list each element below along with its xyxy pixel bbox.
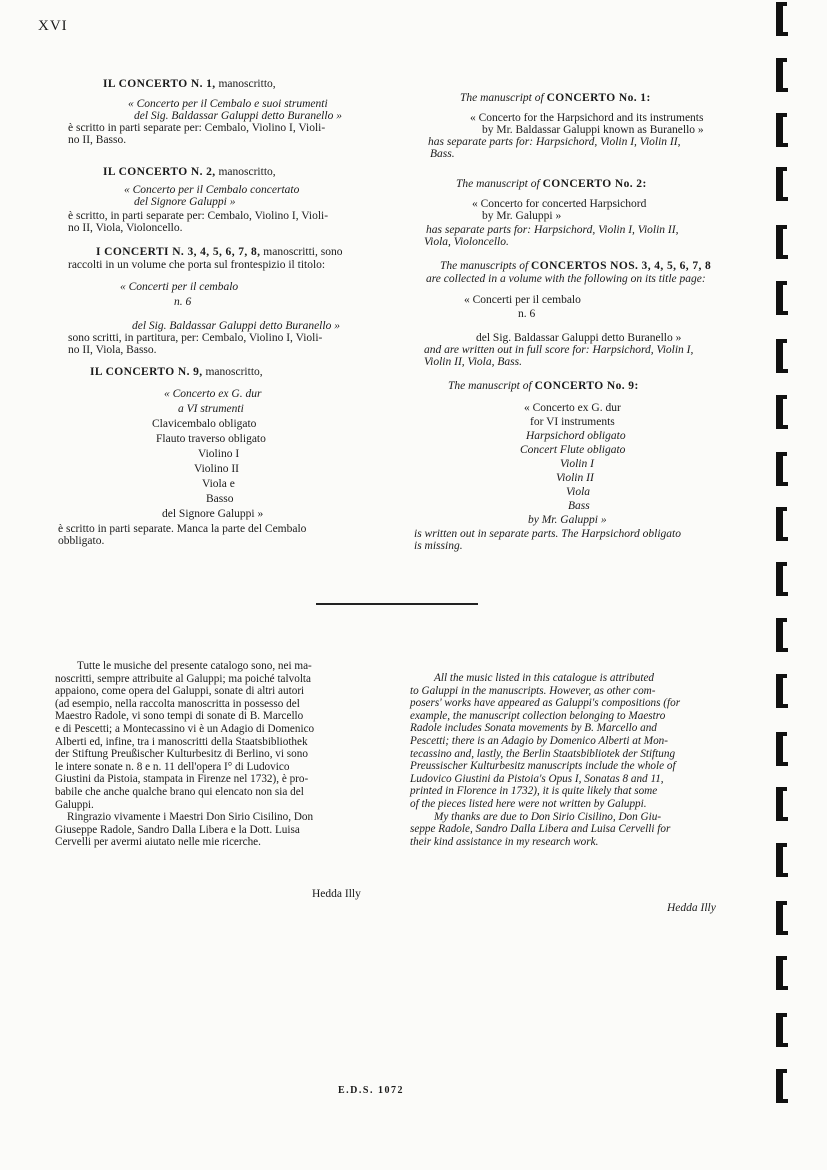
concerto-9-instr-it-2: Flauto traverso obligato bbox=[156, 433, 266, 445]
note-it-line: Alberti ed, infine, tra i manoscritti della Staatsbibliothek bbox=[55, 735, 308, 748]
concertos-3-8-title-it-2: n. 6 bbox=[174, 296, 192, 308]
edge-mark bbox=[776, 395, 783, 429]
edge-mark bbox=[776, 843, 783, 877]
note-en-line: seppe Radole, Sandro Dalla Libera and Luisa Cervelli for bbox=[410, 823, 671, 836]
edge-mark bbox=[776, 58, 783, 92]
note-it-line: le intere sonate n. 8 e n. 11 dell'opera I° di Ludovico bbox=[55, 760, 290, 773]
edge-mark bbox=[776, 787, 783, 821]
concertos-3-8-text-en: are collected in a volume with the following on its title page: bbox=[426, 273, 706, 285]
italian-column bbox=[58, 78, 408, 548]
concerto-9-instr-en-6: Bass bbox=[568, 500, 590, 512]
note-en-line: posers' works have appeared as Galuppi's compositions (for bbox=[410, 697, 681, 710]
note-it-line: Giuseppe Radole, Sandro Dalla Libera e la Dott. Luisa bbox=[55, 823, 300, 836]
edge-mark bbox=[776, 167, 783, 201]
concertos-3-8-text-en-3: Violin II, Viola, Bass. bbox=[424, 356, 522, 368]
concertos-3-8-title-en-2: n. 6 bbox=[518, 308, 536, 320]
concerto-9-title-it: « Concerto ex G. dur bbox=[164, 388, 262, 400]
edge-mark bbox=[776, 901, 783, 935]
concertos-3-8-text-it: raccolti in un volume che porta sul frontespizio il titolo: bbox=[68, 259, 326, 271]
concerto-2-heading-en: The manuscript of CONCERTO No. 2: bbox=[456, 178, 647, 190]
concerto-9-instr-it-7: del Signore Galuppi » bbox=[162, 508, 264, 520]
page-number: XVI bbox=[38, 18, 68, 34]
edge-mark bbox=[776, 732, 783, 766]
concerto-1-title-en: « Concerto for the Harpsichord and its instruments bbox=[470, 112, 704, 124]
concerto-9-heading-it: IL CONCERTO N. 9, manoscritto, bbox=[90, 366, 263, 378]
concerto-9-instr-en-4: Violin II bbox=[556, 472, 594, 484]
concerto-9-instr-en-5: Viola bbox=[566, 486, 591, 498]
note-en-line: All the music listed in this catalogue is attributed bbox=[434, 672, 655, 684]
concerto-9-instr-en-7: by Mr. Galuppi » bbox=[528, 514, 607, 526]
note-en-line: to Galuppi in the manuscripts. However, as other com- bbox=[410, 684, 656, 697]
edge-mark bbox=[776, 2, 783, 36]
note-en-line: Radole includes Sonata movements by B. Marcello and bbox=[410, 722, 657, 735]
concertos-3-8-text-it-3: no II, Viola, Basso. bbox=[68, 344, 157, 356]
note-en-line: Ludovico Giustini da Pistoia's Opus I, Sonatas 8 and 11, bbox=[410, 772, 664, 785]
note-en-line: printed in Florence in 1732), it is quite likely that some bbox=[410, 785, 658, 798]
concerto-1-heading-it: IL CONCERTO N. 1, manoscritto, bbox=[103, 78, 276, 90]
edge-mark bbox=[776, 507, 783, 541]
note-it-line: Cervelli per avermi aiutato nelle mie ricerche. bbox=[55, 836, 261, 849]
concerto-2-title-it: « Concerto per il Cembalo concertato bbox=[124, 184, 300, 196]
note-en-line: tecassino and, lastly, the Berlin Staatsbibliotek der Stiftung bbox=[410, 747, 676, 760]
concerto-2-text-en-2: Viola, Violoncello. bbox=[424, 236, 509, 248]
concertos-3-8-title-it: « Concerti per il cembalo bbox=[120, 281, 239, 293]
concerto-9-text-en-2: is missing. bbox=[414, 540, 463, 552]
edge-mark bbox=[776, 618, 783, 652]
concertos-3-8-title-it-3: del Sig. Baldassar Galuppi detto Buranello » bbox=[132, 320, 340, 332]
concerto-1-text-en-2: Bass. bbox=[430, 148, 455, 160]
note-it-line: noscritti, sempre attribuite al Galuppi; ma poiché talvolta bbox=[55, 672, 311, 685]
edge-mark bbox=[776, 956, 783, 990]
concertos-3-8-title-en-3: del Sig. Baldassar Galuppi detto Buranello » bbox=[476, 332, 682, 344]
note-en-line: their kind assistance in my research work. bbox=[410, 835, 599, 848]
edge-mark bbox=[776, 452, 783, 486]
footer-edition: E.D.S. 1072 bbox=[338, 1085, 404, 1096]
concerto-2-text-it: è scritto, in parti separate per: Cembalo, Violino I, Violi- bbox=[68, 210, 329, 222]
signature-english: Hedda Illy bbox=[667, 902, 716, 914]
concerto-9-title-it-2: a VI strumenti bbox=[178, 403, 244, 415]
note-en-line: My thanks are due to Don Sirio Cisilino, Don Giu- bbox=[434, 810, 662, 823]
note-it-line: der Stiftung Preußischer Kulturbesitz di Berlino, vi sono bbox=[55, 748, 308, 761]
english-column bbox=[414, 92, 765, 562]
note-it-line: Ringrazio vivamente i Maestri Don Sirio Cisilino, Don bbox=[67, 811, 314, 824]
concerto-2-title-it-2: del Signore Galuppi » bbox=[134, 196, 236, 208]
concerto-2-title-en-2: by Mr. Galuppi » bbox=[482, 210, 562, 222]
note-it-line: Giustini da Pistoia, stampata in Firenze nel 1732), è pro- bbox=[55, 773, 309, 786]
note-it-line: (ad esempio, nella raccolta manoscritta in possesso del bbox=[55, 697, 300, 710]
concertos-3-8-heading-en: The manuscripts of CONCERTOS NOS. 3, 4, 5, 6, 7, 8 bbox=[440, 260, 712, 272]
concerto-1-title-en-2: by Mr. Baldassar Galuppi known as Buranello » bbox=[482, 124, 704, 136]
concerto-9-instr-it-5: Viola e bbox=[202, 478, 235, 490]
concerto-1-text-it-2: no II, Basso. bbox=[68, 134, 127, 146]
edge-mark bbox=[776, 339, 783, 373]
note-english bbox=[410, 672, 745, 848]
section-divider bbox=[316, 603, 478, 605]
concerto-9-instr-en-3: Violin I bbox=[560, 458, 594, 470]
edge-mark bbox=[776, 281, 783, 315]
concerto-9-title-en: « Concerto ex G. dur bbox=[524, 402, 621, 414]
concerto-1-title-it-2: del Sig. Baldassar Galuppi detto Buranello » bbox=[134, 110, 342, 122]
edge-mark bbox=[776, 674, 783, 708]
note-en-line: example, the manuscript collection belonging to Maestro bbox=[410, 709, 666, 722]
note-it-line: Tutte le musiche del presente catalogo sono, nei ma- bbox=[77, 660, 312, 672]
concerto-9-instr-it-6: Basso bbox=[206, 493, 234, 505]
concerto-1-text-en: has separate parts for: Harpsichord, Violin I, Violin II, bbox=[428, 136, 681, 148]
concerto-2-text-it-2: no II, Viola, Violoncello. bbox=[68, 222, 183, 234]
note-italian bbox=[55, 660, 390, 849]
note-en-line: of the pieces listed here were not written by Galuppi. bbox=[410, 797, 647, 810]
concerto-9-instr-en-1: Harpsichord obligato bbox=[526, 430, 626, 442]
concerto-2-title-en: « Concerto for concerted Harpsichord bbox=[472, 198, 647, 210]
edge-mark bbox=[776, 225, 783, 259]
concerto-9-instr-it-3: Violino I bbox=[198, 448, 240, 460]
note-it-line: Galuppi. bbox=[55, 798, 94, 811]
note-it-line: e di Pescetti; a Montecassino vi è un Adagio di Domenico bbox=[55, 722, 315, 735]
concerto-9-heading-en: The manuscript of CONCERTO No. 9: bbox=[448, 380, 639, 392]
concerto-9-text-en: is written out in separate parts. The Harpsichord obligato bbox=[414, 528, 681, 540]
concertos-3-8-heading-it: I CONCERTI N. 3, 4, 5, 6, 7, 8, manoscritti, sono bbox=[96, 246, 343, 258]
note-it-line: appaiono, come opera del Galuppi, sonate di altri autori bbox=[55, 685, 305, 698]
concertos-3-8-text-it-2: sono scritti, in partitura, per: Cembalo, Violino I, Violi- bbox=[68, 332, 323, 344]
concerto-1-text-it: è scritto in parti separate per: Cembalo, Violino I, Violi- bbox=[68, 122, 326, 134]
edge-mark bbox=[776, 1069, 783, 1103]
concertos-3-8-title-en: « Concerti per il cembalo bbox=[464, 294, 581, 306]
concerto-9-text-it: è scritto in parti separate. Manca la parte del Cembalo bbox=[58, 523, 307, 535]
signature-italian: Hedda Illy bbox=[312, 888, 361, 900]
edge-mark bbox=[776, 113, 783, 147]
concerto-1-heading-en: The manuscript of CONCERTO No. 1: bbox=[460, 92, 651, 104]
concerto-9-title-en-2: for VI instruments bbox=[530, 416, 615, 428]
concertos-3-8-text-en-2: and are written out in full score for: Harpsichord, Violin I, bbox=[424, 344, 694, 356]
concerto-2-text-en: has separate parts for: Harpsichord, Violin I, Violin II, bbox=[426, 224, 679, 236]
note-en-line: Pescetti; there is an Adagio by Domenico Alberti at Mon- bbox=[410, 734, 668, 747]
concerto-1-title-it: « Concerto per il Cembalo e suoi strumenti bbox=[128, 98, 328, 110]
concerto-9-instr-it-4: Violino II bbox=[194, 463, 239, 475]
concerto-9-text-it-2: obbligato. bbox=[58, 535, 105, 547]
concerto-9-instr-it-1: Clavicembalo obligato bbox=[152, 418, 257, 430]
note-it-line: babile che anche qualche brano qui elencato non sia del bbox=[55, 785, 304, 798]
concerto-2-heading-it: IL CONCERTO N. 2, manoscritto, bbox=[103, 166, 276, 178]
concerto-9-instr-en-2: Concert Flute obligato bbox=[520, 444, 626, 456]
edge-mark bbox=[776, 1013, 783, 1047]
note-en-line: Preussischer Kulturbesitz manuscripts include the whole of bbox=[410, 760, 676, 773]
edge-mark bbox=[776, 562, 783, 596]
note-it-line: Maestro Radole, vi sono tempi di sonate di B. Marcello bbox=[55, 710, 304, 723]
